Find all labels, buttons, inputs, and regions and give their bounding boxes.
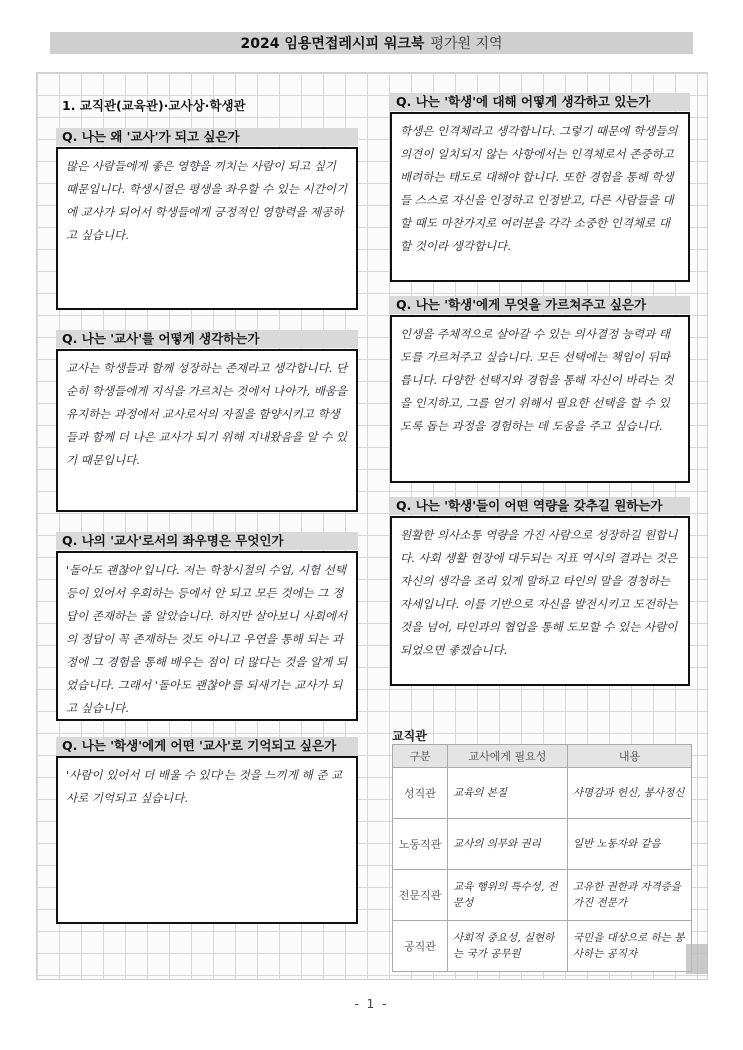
answer-text: '사람이 있어서 더 배울 수 있다'는 것을 느끼게 해 준 교사로 기억되고 싶습니다.: [66, 768, 343, 805]
table-row: [393, 768, 692, 819]
answer-text: 인생을 주체적으로 살아갈 수 있는 의사결정 능력과 태도를 가르쳐주고 싶습니다. 모든 선택에는 책임이 뒤따릅니다. 다양한 선택지와 경험을 통해 자신이 바라는 것을 인지하고, 그를 얻기 위해서 필요한 선택을 할 수 있도록 돕는 과정을 경험하는 데 도움을 주고 싶습니다.: [400, 327, 674, 433]
category-cell: 노동직관: [393, 819, 448, 870]
header-bar: [50, 32, 693, 54]
question-label-competency: Q. 나는 '학생'들이 어떤 역량을 갖추길 원하는가: [390, 497, 690, 515]
page-number: - 1 -: [354, 997, 389, 1011]
answer-box-student-view[interactable]: [390, 112, 690, 282]
content-cell[interactable]: 일반 노동자와 같음: [567, 819, 691, 870]
column-header: 내용: [567, 745, 691, 768]
answer-text: 학생은 인격체라고 생각합니다. 그렇기 때문에 학생들의 의견이 일치되지 않는 사항에서는 인격체로서 존중하고 배려하는 태도로 대해야 합니다. 또한 경험을 통해 학생들 스스로 자신을 인정하고 인정받고, 다른 사람들을 대할 때도 마찬가지로 여러분을 각각 소중한 인격체로 대할 것이라 생각합니다.: [400, 124, 678, 253]
workbook-title: 2024 임용면접레시피 워크북: [240, 36, 425, 52]
content-cell[interactable]: 고유한 권한과 자격증을 가진 전문가: [567, 870, 691, 921]
question-label-teacher-view: Q. 나는 '교사'를 어떻게 생각하는가: [56, 330, 358, 348]
column-header: 구분: [393, 745, 448, 768]
category-cell: 전문직관: [393, 870, 448, 921]
category-cell: 성직관: [393, 768, 448, 819]
question-label-remembered: Q. 나는 '학생'에게 어떤 '교사'로 기억되고 싶은가: [56, 737, 358, 755]
need-cell[interactable]: 교육의 본질: [448, 768, 568, 819]
table-row: [393, 870, 692, 921]
answer-text: 원활한 의사소통 역량을 가진 사람으로 성장하길 원합니다. 사회 생활 현장에 대두되는 지표 역시의 결과는 것은 자신의 생각을 조리 있게 말하고 타인의 말을 경청하는 자세입니다. 이를 기반으로 자신을 발전시키고 도전하는 것을 넘어, 타인과의 협업을 통해 도모할 수 있는 사람이 되었으면 좋겠습니다.: [400, 528, 678, 657]
table-title: 교직관: [392, 729, 427, 743]
workbook-subtitle: 평가원 지역: [430, 36, 503, 52]
answer-text: 교사는 학생들과 함께 성장하는 존재라고 생각합니다. 단순히 학생들에게 지식을 가르치는 것에서 나아가, 배움을 유지하는 과정에서 교사로서의 자질을 함양시키고 학생들과 함께 더 나은 교사가 되기 위해 지내왔음을 알 수 있기 때문입니다.: [66, 361, 348, 467]
question-label-what-to-teach: Q. 나는 '학생'에게 무엇을 가르쳐주고 싶은가: [390, 296, 690, 314]
answer-box-motto[interactable]: [56, 551, 358, 721]
answer-box-competency[interactable]: [390, 516, 690, 686]
content-cell[interactable]: 국민을 대상으로 하는 봉사하는 공직자: [567, 921, 691, 972]
need-cell[interactable]: 교육 행위의 특수성, 전문성: [448, 870, 568, 921]
answer-box-why-teacher[interactable]: [56, 147, 358, 310]
answer-box-teacher-view[interactable]: [56, 349, 358, 512]
question-label-why-teacher: Q. 나는 왜 '교사'가 되고 싶은가: [56, 128, 358, 146]
section-title: 1. 교직관(교육관)·교사상·학생관: [62, 98, 246, 113]
column-header: 교사에게 필요성: [448, 745, 568, 768]
need-cell[interactable]: 사회적 중요성, 실현하는 국가 공무원: [448, 921, 568, 972]
answer-box-what-to-teach[interactable]: [390, 315, 690, 483]
category-cell: 공직관: [393, 921, 448, 972]
question-label-student-view: Q. 나는 '학생'에 대해 어떻게 생각하고 있는가: [390, 93, 690, 111]
teaching-view-table: [392, 744, 692, 972]
need-cell[interactable]: 교사의 의무와 권리: [448, 819, 568, 870]
answer-text: '돌아도 괜찮아'입니다. 저는 학창시절의 수업, 시험 선택 등이 있어서 우회하는 등에서 안 되고 모든 것에는 그 정답이 존재하는 줄 알았습니다. 하지만 살아보니 사회에서의 정답이 꼭 존재하는 것도 아니고 우연을 통해 되는 과정에 그 경험을 통해 배우는 점이 더 많다는 것을 알게 되었습니다. 그래서 '돌아도 괜찮아'를 되새기는 교사가 되고 싶습니다.: [66, 563, 348, 715]
table-row: [393, 921, 692, 972]
answer-box-remembered[interactable]: [56, 756, 358, 924]
corner-stamp: [686, 944, 708, 974]
table-row: [393, 819, 692, 870]
answer-text: 많은 사람들에게 좋은 영향을 끼치는 사람이 되고 싶기 때문입니다. 학생시절은 평생을 좌우할 수 있는 시간이기에 교사가 되어서 학생들에게 긍정적인 영향력을 제공하고 싶습니다.: [66, 159, 348, 242]
question-label-motto: Q. 나의 '교사'로서의 좌우명은 무엇인가: [56, 532, 358, 550]
content-cell[interactable]: 사명감과 헌신, 봉사정신: [567, 768, 691, 819]
